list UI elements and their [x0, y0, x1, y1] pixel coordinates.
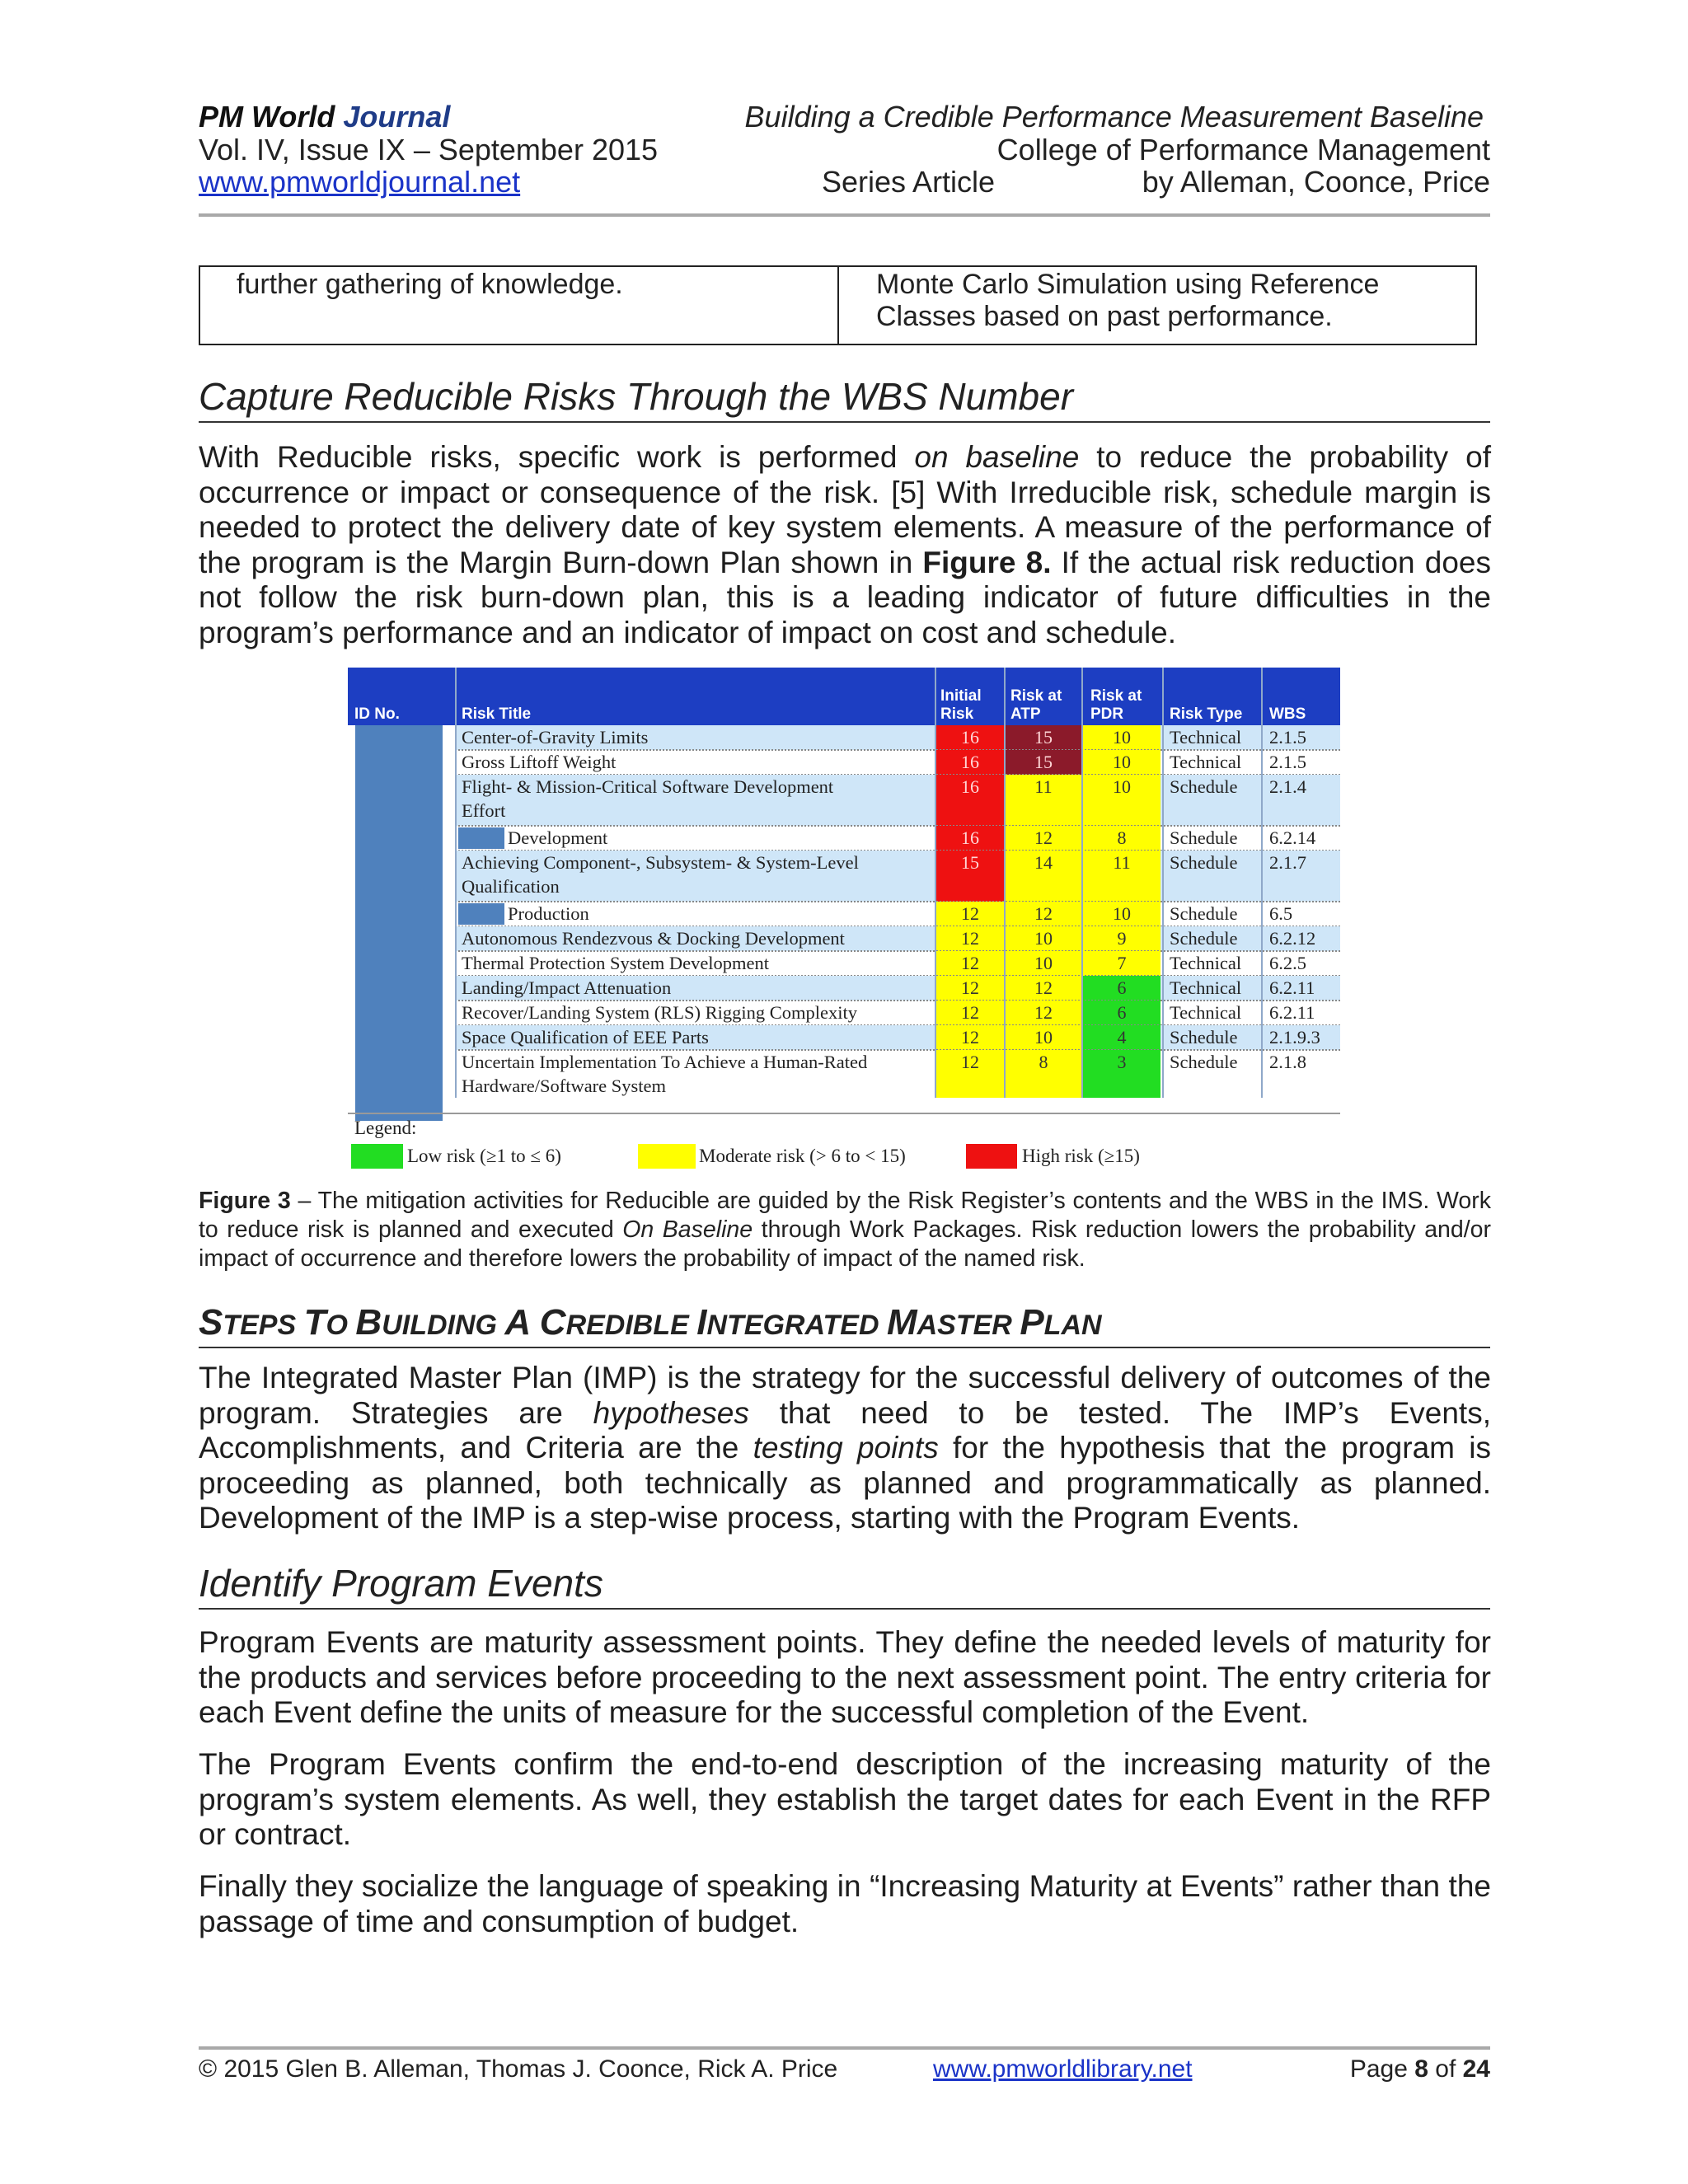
col-wbs: WBS — [1269, 705, 1306, 723]
risk-title: Development — [508, 827, 608, 848]
column-divider — [935, 668, 936, 1098]
risk-type: Schedule — [1170, 928, 1238, 949]
risk-score-pdr: 11 — [1083, 851, 1160, 902]
risk-wbs: 2.1.7 — [1269, 852, 1306, 873]
col-risk-atp: Risk at ATP — [1010, 687, 1062, 723]
legend-divider — [348, 1113, 1340, 1114]
section2-paragraph: The Integrated Master Plan (IMP) is the strategy for the successful delivery of outcomes of the program. Strategies are hypotheses that need to be tested. The IMP’s Events, Accomplishments, and Criteria are the testing points for the hypothesis that the program is proceeding as planned, both technically as planned and programmatically as planned. Development of the IMP is a step-wise process, starting with the Program Events. — [199, 1361, 1492, 1535]
risk-score-pdr: 10 — [1083, 775, 1160, 826]
risk-wbs: 2.1.5 — [1269, 752, 1306, 772]
risk-score-atp: 10 — [1006, 951, 1081, 976]
section-heading-steps: STEPS TO BUILDING A CREDIBLE INTEGRATED MASTER PLAN — [199, 1302, 1102, 1343]
column-divider — [1081, 668, 1083, 1098]
risk-score-pdr: 3 — [1083, 1050, 1160, 1098]
risk-score-initial: 12 — [936, 951, 1004, 976]
risk-score-atp: 12 — [1006, 1001, 1081, 1025]
risk-type: Schedule — [1170, 1027, 1238, 1047]
risk-score-initial: 16 — [936, 750, 1004, 775]
risk-score-atp: 10 — [1006, 1025, 1081, 1050]
risk-title: Autonomous Rendezvous & Docking Development — [462, 928, 845, 949]
risk-title: Uncertain Implementation To Achieve a Human-Rated Hardware/Software System — [462, 1052, 868, 1096]
footer-page-number: Page 8 of 24 — [1349, 2055, 1490, 2083]
risk-score-atp: 15 — [1006, 725, 1081, 750]
risk-score-initial: 12 — [936, 1025, 1004, 1050]
legend-high-swatch — [966, 1144, 1017, 1169]
footer-copyright: © 2015 Glen B. Alleman, Thomas J. Coonce, Rick A. Price — [199, 2055, 838, 2083]
risk-wbs: 6.2.11 — [1269, 1002, 1315, 1023]
risk-wbs: 2.1.8 — [1269, 1052, 1306, 1072]
risk-score-pdr: 8 — [1083, 826, 1160, 851]
risk-wbs: 6.2.14 — [1269, 827, 1316, 848]
risk-type: Technical — [1170, 1002, 1242, 1023]
risk-score-initial: 12 — [936, 902, 1004, 926]
section-rule — [199, 1347, 1490, 1348]
col-risk-pdr: Risk at PDR — [1090, 687, 1142, 723]
risk-wbs: 6.2.5 — [1269, 953, 1306, 973]
section1-paragraph: With Reducible risks, specific work is performed on baseline to reduce the probability of occurrence or impact or consequence of the risk. [5] With Irreducible risk, schedule margin is needed to protect the delivery date of key system elements. A measure of the performance of the program is the Margin Burn-down Plan shown in Figure 8. If the actual risk reduction does not follow the risk burn-down plan, this is a leading indicator of future difficulties in the program’s performance and an indicator of impact on cost and schedule. — [199, 440, 1492, 649]
risk-score-initial: 12 — [936, 1001, 1004, 1025]
section-rule — [199, 421, 1490, 423]
risk-type: Technical — [1170, 727, 1242, 748]
legend-low-swatch — [351, 1144, 403, 1169]
section-rule — [199, 1608, 1490, 1610]
risk-register-figure — [348, 668, 1340, 1170]
risk-score-pdr: 10 — [1083, 725, 1160, 750]
section-heading-capture-risks: Capture Reducible Risks Through the WBS Number — [199, 375, 1074, 418]
header-authors: by Alleman, Coonce, Price — [1142, 165, 1490, 199]
risk-type: Schedule — [1170, 1052, 1238, 1072]
risk-title: Space Qualification of EEE Parts — [462, 1027, 709, 1047]
risk-score-initial: 12 — [936, 1050, 1004, 1098]
risk-score-atp: 12 — [1006, 902, 1081, 926]
risk-type: Technical — [1170, 752, 1242, 772]
risk-row — [348, 951, 1340, 976]
risk-type: Technical — [1170, 977, 1242, 998]
risk-table-header — [348, 668, 1340, 725]
legend-moderate-text: Moderate risk (> 6 to < 15) — [699, 1146, 906, 1166]
risk-score-pdr: 10 — [1083, 902, 1160, 926]
risk-score-pdr: 6 — [1083, 1001, 1160, 1025]
risk-wbs: 6.2.11 — [1269, 977, 1315, 998]
risk-score-pdr: 7 — [1083, 951, 1160, 976]
header-divider — [199, 213, 1490, 217]
risk-type: Schedule — [1170, 776, 1238, 797]
risk-type: Schedule — [1170, 827, 1238, 848]
col-initial-risk: Initial Risk — [940, 687, 982, 723]
section3-paragraph-1: Program Events are maturity assessment points. They define the needed levels of maturity for the products and services before proceeding to the next assessment point. The entry criteria for each Event define the units of measure for the successful completion of the Event. — [199, 1625, 1491, 1729]
risk-title: Recover/Landing System (RLS) Rigging Complexity — [462, 1002, 857, 1023]
column-divider — [1004, 668, 1006, 1098]
risk-row — [348, 1001, 1340, 1025]
risk-row — [348, 926, 1340, 951]
section3-paragraph-2: The Program Events confirm the end-to-end description of the increasing maturity of the program’s system elements. As well, they establish the target dates for each Event in the RFP or contract. — [199, 1747, 1491, 1851]
carryover-cell-left: further gathering of knowledge. — [237, 269, 623, 300]
journal-name: PM World Journal — [199, 100, 451, 134]
risk-score-atp: 10 — [1006, 926, 1081, 951]
risk-score-atp: 14 — [1006, 851, 1081, 902]
risk-title: Production — [508, 903, 589, 924]
journal-url-link[interactable]: www.pmworldjournal.net — [199, 165, 521, 199]
carryover-table — [199, 265, 1477, 345]
risk-score-initial: 12 — [936, 926, 1004, 951]
risk-score-initial: 16 — [936, 826, 1004, 851]
col-id: ID No. — [354, 705, 400, 723]
risk-wbs: 6.2.12 — [1269, 928, 1316, 949]
risk-type: Schedule — [1170, 852, 1238, 873]
risk-score-atp: 12 — [1006, 826, 1081, 851]
risk-row — [348, 750, 1340, 775]
risk-score-initial: 16 — [936, 725, 1004, 750]
sub-item-marker — [458, 827, 504, 849]
journal-volume: Vol. IV, Issue IX – September 2015 — [199, 133, 659, 166]
risk-title: Gross Liftoff Weight — [462, 752, 617, 772]
section3-paragraph-3: Finally they socialize the language of speaking in “Increasing Maturity at Events” rather than the passage of time and consumption of budget. — [199, 1869, 1491, 1938]
risk-score-atp: 11 — [1006, 775, 1081, 826]
figure-caption: Figure 3 – The mitigation activities for Reducible are guided by the Risk Register’s contents and the WBS in the IMS. Work to reduce risk is planned and executed On Baseline through Work Packages. Risk reduction lowers the probability and/or impact of occurrence and therefore lowers the probability of impact of the named risk. — [199, 1188, 1492, 1272]
risk-row — [348, 1050, 1340, 1098]
column-divider — [1261, 668, 1263, 1098]
legend-high-text: High risk (≥15) — [1022, 1146, 1140, 1166]
risk-row — [348, 775, 1340, 826]
risk-score-pdr: 9 — [1083, 926, 1160, 951]
risk-type: Schedule — [1170, 903, 1238, 924]
risk-score-initial: 15 — [936, 851, 1004, 902]
risk-score-atp: 12 — [1006, 976, 1081, 1001]
risk-row — [348, 851, 1340, 902]
risk-title: Center-of-Gravity Limits — [462, 727, 649, 748]
risk-row — [348, 976, 1340, 1001]
carryover-cell-right: Monte Carlo Simulation using Reference Classes based on past performance. — [876, 269, 1380, 332]
risk-row — [348, 725, 1340, 750]
col-risk-title: Risk Title — [462, 705, 532, 723]
risk-row — [348, 902, 1340, 926]
risk-score-pdr: 10 — [1083, 750, 1160, 775]
risk-score-pdr: 6 — [1083, 976, 1160, 1001]
header-series: Series Article — [822, 165, 996, 199]
article-title: Building a Credible Performance Measurement Baseline — [744, 100, 1484, 134]
col-risk-type: Risk Type — [1170, 705, 1243, 723]
risk-wbs: 2.1.5 — [1269, 727, 1306, 748]
sub-item-marker — [458, 903, 504, 925]
column-divider — [1162, 668, 1164, 1098]
risk-type: Technical — [1170, 953, 1242, 973]
risk-wbs: 2.1.4 — [1269, 776, 1306, 797]
risk-wbs: 6.5 — [1269, 903, 1293, 924]
carryover-divider — [837, 267, 839, 344]
risk-title: Flight- & Mission-Critical Software Development Effort — [462, 776, 834, 821]
section-heading-program-events: Identify Program Events — [199, 1562, 603, 1605]
risk-wbs: 2.1.9.3 — [1269, 1027, 1320, 1047]
legend-moderate-swatch — [638, 1144, 696, 1169]
legend-label: Legend: — [354, 1118, 417, 1138]
risk-score-initial: 12 — [936, 976, 1004, 1001]
risk-title: Landing/Impact Attenuation — [462, 977, 672, 998]
header-organization: College of Performance Management — [996, 133, 1490, 166]
risk-title: Thermal Protection System Development — [462, 953, 770, 973]
risk-title: Achieving Component-, Subsystem- & System-Level Qualification — [462, 852, 859, 897]
risk-score-initial: 16 — [936, 775, 1004, 826]
risk-score-atp: 15 — [1006, 750, 1081, 775]
risk-score-pdr: 4 — [1083, 1025, 1160, 1050]
footer-divider — [199, 2046, 1490, 2050]
risk-row — [348, 1025, 1340, 1050]
column-divider — [455, 668, 457, 1098]
legend-low-text: Low risk (≥1 to ≤ 6) — [407, 1146, 561, 1166]
footer-url-link[interactable]: www.pmworldlibrary.net — [933, 2055, 1193, 2083]
risk-score-atp: 8 — [1006, 1050, 1081, 1098]
risk-row — [348, 826, 1340, 851]
